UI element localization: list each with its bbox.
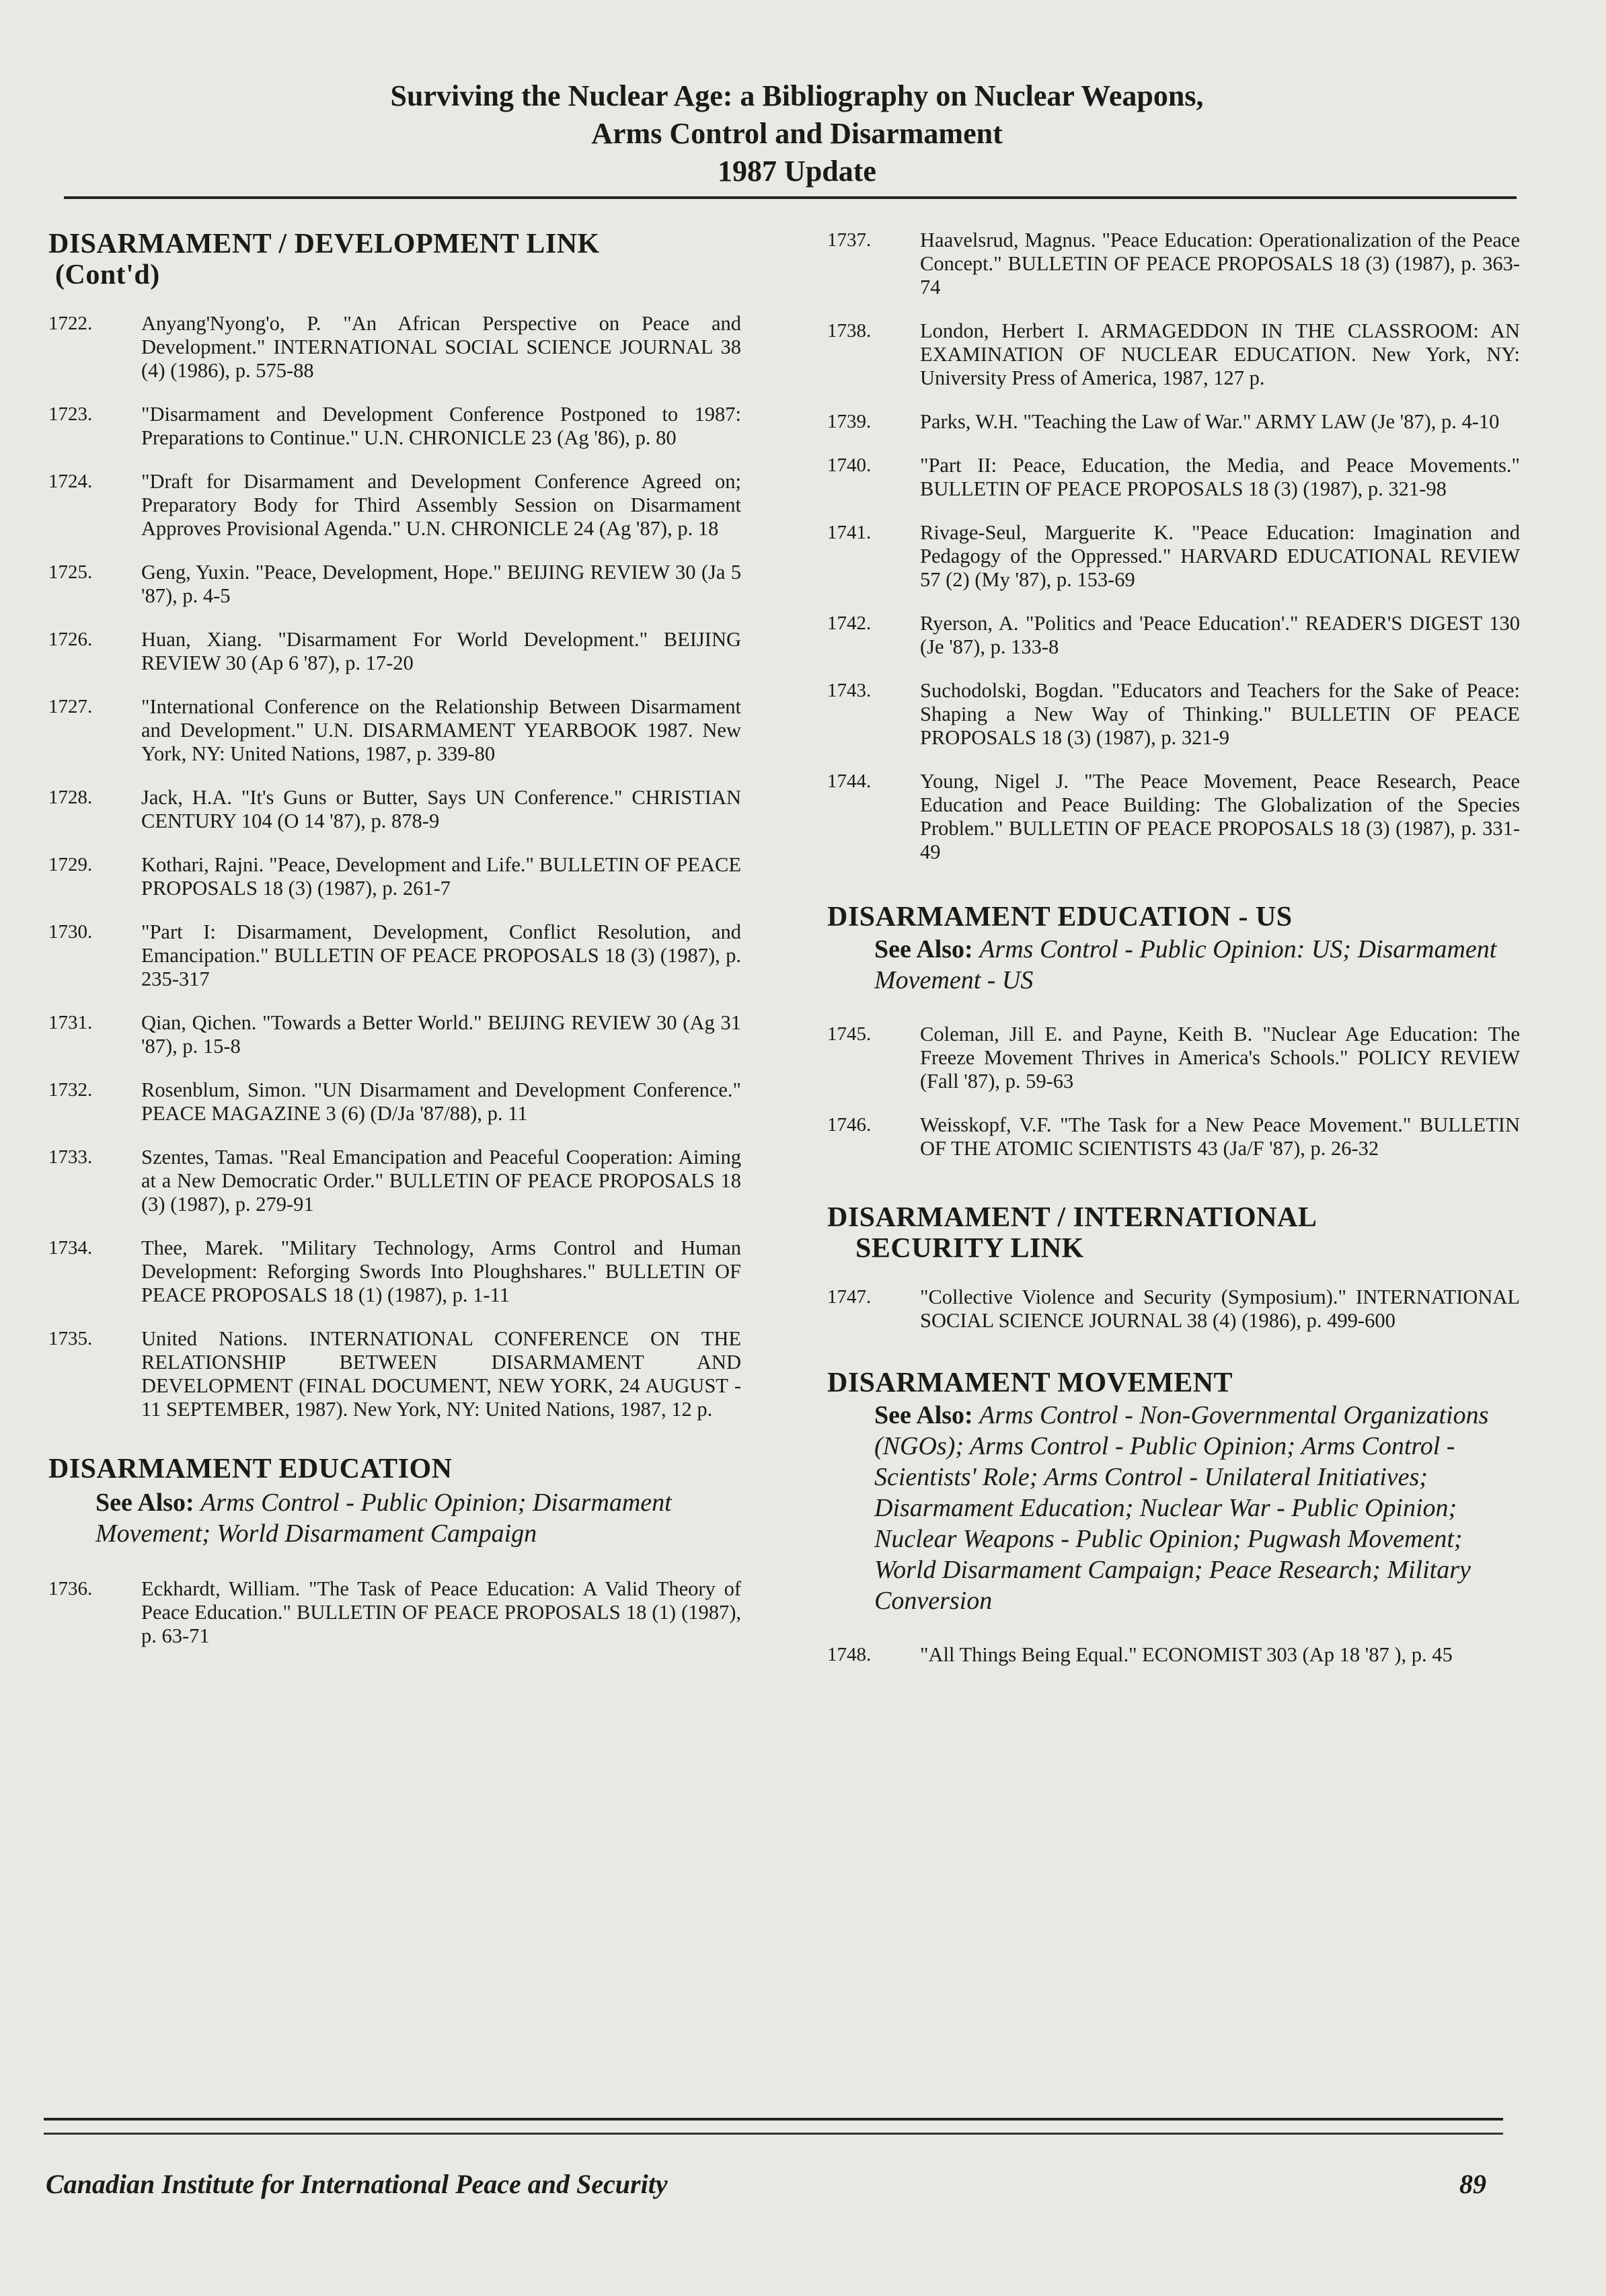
entry-text: Anyang'Nyong'o, P. "An African Perspective on Peace and Development." INTERNATIONAL SOCIAL SCIENCE JOURNAL 38 (4) (1986), p. 575-88 [141, 312, 741, 382]
entry-number: 1732. [48, 1079, 93, 1101]
entry-text: Suchodolski, Bogdan. "Educators and Teachers for the Sake of Peace: Shaping a New Way of Thinking." BULLETIN OF PEACE PROPOSALS 18 (3) (1987), p. 321-9 [920, 679, 1520, 749]
bib-entry [827, 1285, 1520, 1333]
section-title-line1: DISARMAMENT / INTERNATIONAL [827, 1202, 1317, 1233]
see-also-block [827, 1400, 1520, 1616]
entry-number: 1748. [827, 1644, 872, 1665]
bib-entry [827, 770, 1520, 864]
section-title-line2: SECURITY LINK [855, 1233, 1084, 1264]
entry-number: 1730. [48, 921, 93, 943]
entry-number: 1743. [827, 680, 872, 701]
entry-text: Haavelsrud, Magnus. "Peace Education: Operationalization of the Peace Concept." BULLETIN OF PEACE PROPOSALS 18 (3) (1987), p. 363-74 [920, 229, 1520, 299]
entry-number: 1723. [48, 403, 93, 425]
bib-entry [48, 695, 741, 766]
right-column [827, 229, 1520, 1667]
see-also-label: See Also: [874, 935, 973, 963]
entry-text: Szentes, Tamas. "Real Emancipation and Peaceful Cooperation: Aiming at a New Democratic Order." BULLETIN OF PEACE PROPOSALS 18 (3) (1987), p. 279-91 [141, 1146, 741, 1216]
bib-entry [48, 1327, 741, 1421]
bib-entry [827, 319, 1520, 390]
entry-text: Rivage-Seul, Marguerite K. "Peace Education: Imagination and Pedagogy of the Oppressed." HARVARD EDUCATIONAL REVIEW 57 (2) (My '87), p. 153-69 [920, 521, 1520, 591]
see-also-label: See Also: [874, 1401, 973, 1429]
see-also-text: Arms Control - Non-Governmental Organizations (NGOs); Arms Control - Public Opinion; Arms Control - Scientists' Role; Arms Control - Unilateral Initiatives; Disarmament Education; Nuclear War - Public Opinion; Nuclear Weapons - Public Opinion; Pugwash Movement; World Disarmament Campaign; Peace Research; Military Conversion [874, 1401, 1489, 1615]
entry-text: "International Conference on the Relationship Between Disarmament and Development." U.N. DISARMAMENT YEARBOOK 1987. New York, NY: United Nations, 1987, p. 339-80 [141, 695, 741, 765]
entry-text: London, Herbert I. ARMAGEDDON IN THE CLASSROOM: AN EXAMINATION OF NUCLEAR EDUCATION. New York, NY: University Press of America, 1987, 127 p. [920, 319, 1520, 389]
footer-rule [44, 2133, 1503, 2135]
entry-number: 1728. [48, 787, 93, 808]
header-title-line3: 1987 Update [718, 155, 876, 188]
page-header [81, 77, 1513, 190]
header-title-line1: Surviving the Nuclear Age: a Bibliography on Nuclear Weapons, [390, 79, 1204, 112]
entry-text: "Draft for Disarmament and Development Conference Agreed on; Preparatory Body for Third Assembly Session on Disarmament Approves Provisional Agenda." U.N. CHRONICLE 24 (Ag '87), p. 18 [141, 470, 741, 540]
bib-entry [827, 679, 1520, 750]
entry-number: 1744. [827, 770, 872, 792]
bib-entry [827, 229, 1520, 299]
entry-text: Young, Nigel J. "The Peace Movement, Peace Research, Peace Education and Peace Building: The Globalization of the Species Problem." BULLETIN OF PEACE PROPOSALS 18 (3) (1987), p. 331-49 [920, 770, 1520, 863]
bib-entry [48, 920, 741, 991]
entry-number: 1740. [827, 454, 872, 476]
entry-number: 1734. [48, 1237, 93, 1259]
entry-number: 1725. [48, 561, 93, 583]
entry-text: Kothari, Rajni. "Peace, Development and Life." BULLETIN OF PEACE PROPOSALS 18 (3) (1987), p. 261-7 [141, 853, 741, 900]
entry-number: 1729. [48, 854, 93, 875]
entry-text: "Collective Violence and Security (Symposium)." INTERNATIONAL SOCIAL SCIENCE JOURNAL 38 (4) (1986), p. 499-600 [920, 1285, 1520, 1332]
entry-text: "Disarmament and Development Conference Postponed to 1987: Preparations to Continue." U.N. CHRONICLE 23 (Ag '86), p. 80 [141, 403, 741, 449]
bib-entry [48, 1577, 741, 1648]
entry-number: 1722. [48, 313, 93, 334]
bib-entry [827, 454, 1520, 501]
see-also-block [827, 934, 1520, 996]
bib-entry [48, 561, 741, 608]
section-title: DISARMAMENT / DEVELOPMENT LINK [48, 229, 600, 260]
entry-text: Jack, H.A. "It's Guns or Butter, Says UN Conference." CHRISTIAN CENTURY 104 (O 14 '87), p. 878-9 [141, 786, 741, 832]
section-heading-education: DISARMAMENT EDUCATION [48, 1454, 453, 1485]
bib-entry [48, 312, 741, 383]
entry-text: Rosenblum, Simon. "UN Disarmament and Development Conference." PEACE MAGAZINE 3 (6) (D/Ja '87/88), p. 11 [141, 1078, 741, 1125]
entry-number: 1736. [48, 1578, 93, 1599]
entry-text: United Nations. INTERNATIONAL CONFERENCE ON THE RELATIONSHIP BETWEEN DISARMAMENT AND DEVELOPMENT (FINAL DOCUMENT, NEW YORK, 24 AUGUST - 11 SEPTEMBER, 1987). New York, NY: United Nations, 1987, 12 p. [141, 1327, 741, 1421]
bib-entry [827, 612, 1520, 659]
entry-number: 1746. [827, 1114, 872, 1136]
bib-entry [48, 628, 741, 675]
entry-number: 1741. [827, 522, 872, 543]
entry-text: "Part II: Peace, Education, the Media, and Peace Movements." BULLETIN OF PEACE PROPOSALS 18 (3) (1987), p. 321-98 [920, 454, 1520, 500]
entry-text: Coleman, Jill E. and Payne, Keith B. "Nuclear Age Education: The Freeze Movement Thrives in America's Schools." POLICY REVIEW (Fall '87), p. 59-63 [920, 1023, 1520, 1093]
entry-text: Eckhardt, William. "The Task of Peace Education: A Valid Theory of Peace Education." BULLETIN OF PEACE PROPOSALS 18 (1) (1987), p. 63-71 [141, 1577, 741, 1647]
section-heading-education-us: DISARMAMENT EDUCATION - US [827, 902, 1293, 933]
entry-text: Ryerson, A. "Politics and 'Peace Education'." READER'S DIGEST 130 (Je '87), p. 133-8 [920, 612, 1520, 658]
entry-number: 1738. [827, 320, 872, 342]
entry-number: 1735. [48, 1328, 93, 1349]
section-subtitle: (Cont'd) [55, 260, 160, 290]
section-heading-movement: DISARMAMENT MOVEMENT [827, 1368, 1233, 1398]
footer-rule [44, 2118, 1503, 2121]
entry-number: 1733. [48, 1146, 93, 1168]
see-also-block [48, 1487, 741, 1549]
entry-text: "Part I: Disarmament, Development, Conflict Resolution, and Emancipation." BULLETIN OF PEACE PROPOSALS 18 (3) (1987), p. 235-317 [141, 920, 741, 990]
see-also-text: Arms Control - Public Opinion; Disarmament Movement; World Disarmament Campaign [95, 1489, 672, 1548]
entry-number: 1727. [48, 696, 93, 717]
bib-entry [827, 1113, 1520, 1160]
entry-text: Thee, Marek. "Military Technology, Arms Control and Human Development: Reforging Swords Into Ploughshares." BULLETIN OF PEACE PROPOSALS 18 (1) (1987), p. 1-11 [141, 1236, 741, 1306]
see-also-label: See Also: [95, 1489, 194, 1517]
section-heading-intl-security [827, 1202, 1520, 1264]
entry-text: Weisskopf, V.F. "The Task for a New Peace Movement." BULLETIN OF THE ATOMIC SCIENTISTS 43 (Ja/F '87), p. 26-32 [920, 1113, 1520, 1160]
entry-number: 1739. [827, 411, 872, 432]
bib-entry [48, 853, 741, 900]
footer-publisher: Canadian Institute for International Peace and Security [46, 2169, 668, 2199]
entry-text: "All Things Being Equal." ECONOMIST 303 (Ap 18 '87 ), p. 45 [920, 1643, 1453, 1666]
entry-text: Huan, Xiang. "Disarmament For World Development." BEIJING REVIEW 30 (Ap 6 '87), p. 17-20 [141, 628, 741, 674]
entry-text: Qian, Qichen. "Towards a Better World." BEIJING REVIEW 30 (Ag 31 '87), p. 15-8 [141, 1011, 741, 1058]
entry-number: 1745. [827, 1023, 872, 1045]
entry-text: Geng, Yuxin. "Peace, Development, Hope." BEIJING REVIEW 30 (Ja 5 '87), p. 4-5 [141, 561, 741, 607]
entry-number: 1742. [827, 612, 872, 634]
bib-entry [48, 1236, 741, 1307]
entry-number: 1726. [48, 629, 93, 650]
see-also-text: Arms Control - Public Opinion: US; Disarmament Movement - US [874, 935, 1497, 994]
bib-entry [827, 1023, 1520, 1093]
bib-entry [827, 521, 1520, 592]
entry-text: Parks, W.H. "Teaching the Law of War." ARMY LAW (Je '87), p. 4-10 [920, 410, 1500, 433]
bib-entry [48, 1078, 741, 1125]
section-heading-dev-link [48, 229, 741, 290]
bib-entry [827, 410, 1520, 434]
bib-entry [827, 1643, 1520, 1667]
page-number: 89 [1459, 2169, 1486, 2199]
header-rule [64, 196, 1517, 199]
bib-entry [48, 403, 741, 450]
entry-number: 1724. [48, 471, 93, 492]
entry-number: 1737. [827, 229, 872, 251]
bib-entry [48, 1011, 741, 1058]
header-title-line2: Arms Control and Disarmament [591, 117, 1003, 150]
bib-entry [48, 1146, 741, 1216]
bib-entry [48, 470, 741, 541]
bib-entry [48, 786, 741, 833]
entry-number: 1731. [48, 1012, 93, 1033]
entry-number: 1747. [827, 1286, 872, 1308]
left-column [48, 229, 741, 1648]
